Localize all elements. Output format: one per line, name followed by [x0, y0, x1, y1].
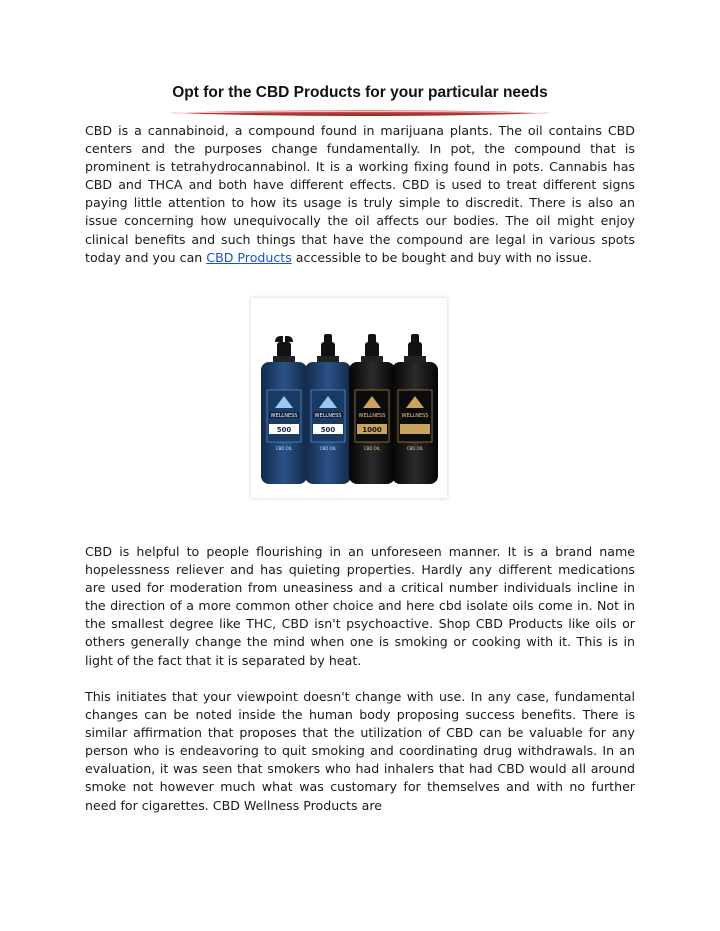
bottle-3	[349, 334, 395, 484]
benefits-paragraph: CBD is helpful to people flourishing in an unforeseen manner. It is a brand name hopelessness reliever and has quieting properties. Hardly any different medications are used for moderation from uneasiness and a critical number individuals incline in the direction of a more common other choice and here cbd isolate oils come in. Not in the smallest degree like THC, CBD isn't psychoactive. Shop CBD Products like oils or others generally change the mind when one is smoking or cooking with it. This is in light of the fact that it is separated by heat.	[85, 544, 635, 668]
bottle-1	[261, 336, 307, 484]
bottle-1-brand: WELLNESS	[270, 413, 298, 419]
bottle-2-strength: 500	[320, 426, 336, 434]
intro-text: CBD is a cannabinoid, a compound found in marijuana plants. The oil contains CBD centers and the purposes change fundamentally. In pot, the compound that is prominent is tetrahydrocannabinol. It is a working fixing found in pots. Cannabis has CBD and THCA and both have different effects. CBD is used to treat different signs paying little attention to how its usage is truly simple to discredit. There is also an issue concerning how unequivocally the oil affects our bodies. The oil might enjoy clinical benefits and such things that have the compound are legal in various spots today and you can	[85, 123, 635, 265]
bottle-4	[392, 334, 438, 484]
bottle-2-brand: WELLNESS	[314, 413, 342, 419]
title-divider	[166, 108, 554, 118]
viewpoint-paragraph: This initiates that your viewpoint doesn't change with use. In any case, fundamental changes can be noted inside the human body proposing success benefits. There is similar affirmation that proposes that the utilization of CBD can be valuable for any person who is endeavoring to quit smoking and coordinating drug withdrawals. In an evaluation, it was seen that smokers who had inhalers that had CBD would all around smoke not however much what was customary for themselves and with no further need for cigarettes. CBD Wellness Products are	[85, 689, 635, 813]
bottle-2-oil: CBD OIL	[319, 446, 337, 451]
intro-paragraph	[85, 122, 635, 267]
bottle-1-strength: 500	[276, 426, 292, 434]
cbd-bottles-image	[251, 298, 447, 498]
product-photo	[251, 298, 447, 498]
bottle-3-oil: CBD OIL	[363, 446, 381, 451]
bottle-3-strength: 1000	[362, 426, 382, 434]
bottle-4-oil: CBD OIL	[406, 446, 424, 451]
intro-text-end: accessible to be bought and buy with no issue.	[291, 249, 592, 265]
cbd-products-link[interactable]: CBD Products	[206, 249, 292, 265]
bottle-4-brand: WELLNESS	[401, 413, 429, 419]
bottle-2	[305, 334, 351, 484]
page-title: Opt for the CBD Products for your particular needs	[172, 84, 548, 101]
bottle-1-oil: CBD OIL	[275, 446, 293, 451]
bottle-3-brand: WELLNESS	[358, 413, 386, 419]
